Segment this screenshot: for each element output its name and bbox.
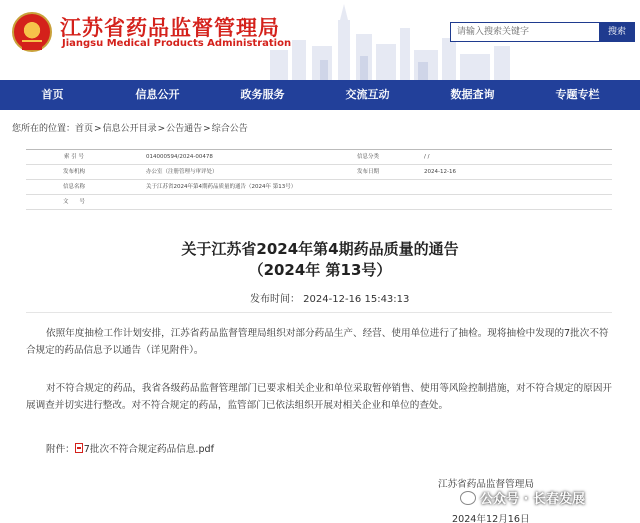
nav-item-data-query[interactable]: 数据查询	[450, 88, 495, 101]
meta-row	[26, 195, 612, 210]
breadcrumb-item-notices[interactable]: 公告通告	[166, 124, 203, 134]
meta-value-publish-date: 2024-12-16	[424, 169, 456, 175]
nav-item-info-disclosure[interactable]: 信息公开	[135, 88, 180, 101]
nav-item-topics[interactable]: 专题专栏	[555, 88, 600, 101]
meta-label-doc-name: 信息名称	[62, 184, 85, 190]
search-button[interactable]: 搜索	[599, 22, 635, 42]
main-nav	[0, 80, 640, 110]
meta-label-doc-number: 文 号	[62, 199, 85, 205]
meta-row	[26, 180, 612, 195]
meta-label-publisher: 发布机构	[62, 169, 85, 175]
meta-value-doc-name: 关于江苏省2024年第4期药品质量的通告（2024年 第13号）	[146, 184, 297, 190]
site-title[interactable]: 江苏省药品监督管理局	[60, 16, 280, 40]
breadcrumb-separator: >	[203, 124, 211, 134]
breadcrumb-prefix: 您所在的位置：	[12, 124, 76, 134]
breadcrumb-item-home[interactable]: 首页	[75, 124, 94, 134]
meta-row	[26, 150, 612, 165]
watermark	[460, 488, 585, 507]
site-header	[0, 0, 640, 80]
article-paragraph-1: 依照年度抽检工作计划安排，江苏省药品监督管理局组织对部分药品生产、经营、使用单位进行了抽检。现将抽检中发现的7批次不符合规定的药品信息予以通告（详见附件）。	[26, 328, 609, 356]
pdf-file-icon	[75, 443, 83, 453]
meta-label-category: 信息分类	[356, 154, 379, 160]
meta-value-publisher: 办公室（注册管理与审评处）	[146, 169, 218, 175]
nav-item-interaction[interactable]: 交流互动	[345, 88, 390, 101]
meta-label-publish-date: 发布日期	[356, 169, 379, 175]
publish-time: 发布时间： 2024-12-16 15:43:13	[250, 294, 410, 305]
meta-value-doc-number	[122, 195, 612, 209]
article-title-line2: （2024年 第13号）	[248, 261, 392, 279]
attachment-link[interactable]	[75, 444, 214, 455]
article-paragraph-2: 对不符合规定的药品，我省各级药品监督管理部门已要求相关企业和单位采取暂停销售、使用等风险控制措施，对不符合规定的原因开展调查并切实进行整改。对不符合规定的药品，监管部门已依法组织开展对相关企业和单位的查处。	[26, 383, 613, 411]
breadcrumb-item-catalog[interactable]: 信息公开目录	[102, 124, 157, 134]
breadcrumb-item-general[interactable]: 综合公告	[211, 124, 248, 134]
breadcrumb-separator: >	[157, 124, 166, 134]
search-input[interactable]: 请输入搜索关键字	[450, 22, 599, 42]
attachment-label: 附件：	[46, 444, 75, 455]
breadcrumb	[12, 121, 248, 134]
attachment-filename[interactable]: 7批次不符合规定药品信息.pdf	[83, 444, 215, 455]
wechat-icon	[460, 491, 476, 505]
nav-item-home[interactable]: 首页	[41, 88, 64, 101]
meta-value-category: / /	[424, 154, 430, 160]
site-subtitle-en: Jiangsu Medical Products Administration	[62, 38, 292, 49]
watermark-text: 公众号 · 长春发展	[480, 492, 585, 507]
meta-label-index: 索 引 号	[64, 154, 84, 160]
attachment	[46, 441, 214, 455]
meta-value-index: 014000594/2024-00478	[146, 154, 213, 160]
document-meta-table	[26, 149, 612, 210]
sign-date: 2024年12月16日	[452, 514, 530, 523]
national-emblem-logo[interactable]	[12, 12, 52, 52]
divider	[26, 312, 612, 313]
article-title-line1: 关于江苏省2024年第4期药品质量的通告	[181, 240, 459, 258]
meta-row	[26, 165, 612, 180]
signer: 江苏省药品监督管理局	[438, 479, 534, 490]
breadcrumb-separator: >	[94, 124, 102, 134]
nav-item-gov-services[interactable]: 政务服务	[240, 88, 285, 101]
